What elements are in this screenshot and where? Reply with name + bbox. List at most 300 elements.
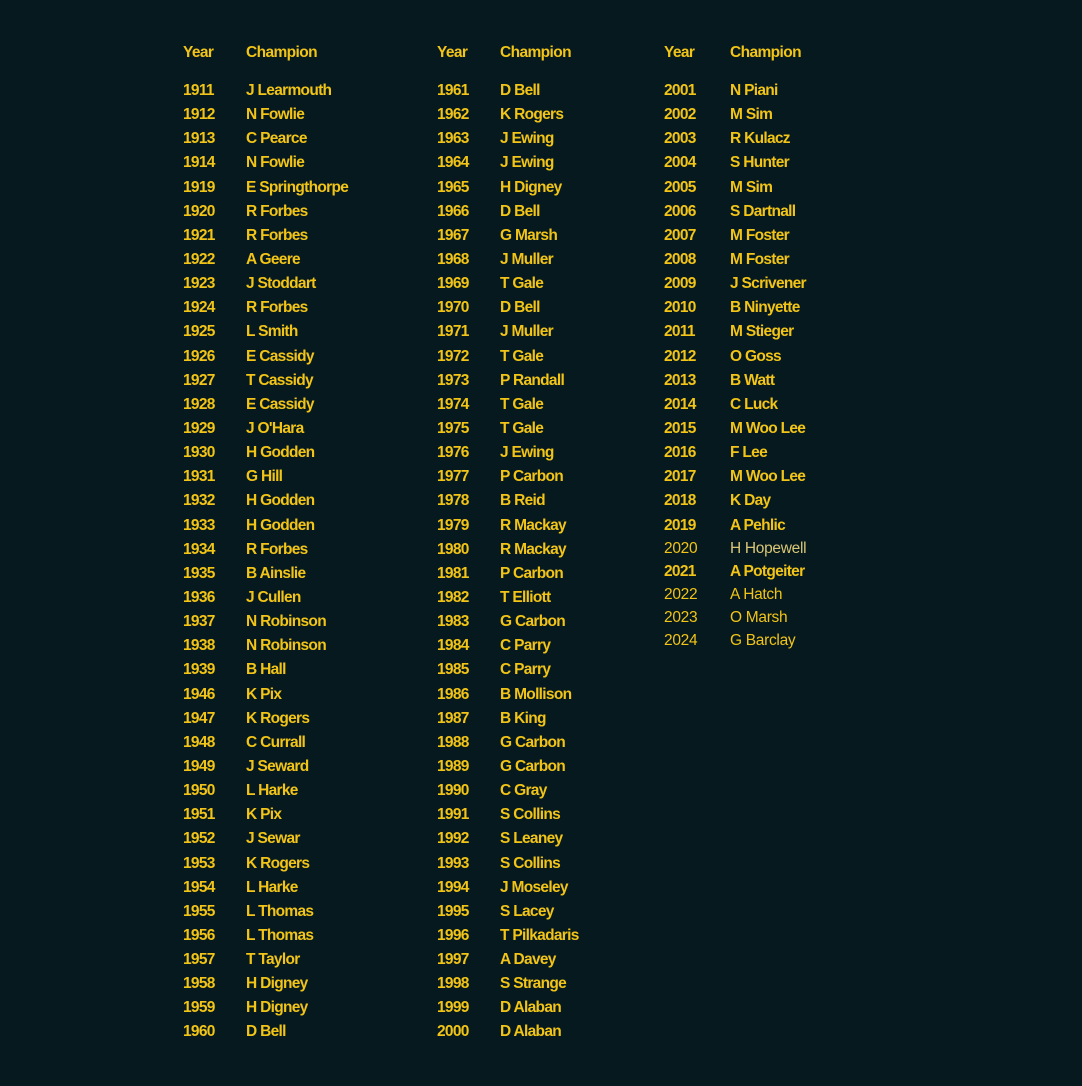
champion-cell: K Rogers — [246, 709, 310, 727]
champion-cell: D Bell — [500, 202, 540, 220]
champion-cell: R Forbes — [246, 540, 308, 558]
year-cell: 1934 — [183, 540, 215, 558]
year-cell: 2006 — [664, 202, 696, 220]
table-row — [437, 658, 579, 682]
year-cell: 1979 — [437, 516, 469, 534]
year-cell: 2007 — [664, 226, 696, 244]
year-cell: 2022 — [664, 586, 698, 604]
table-row — [437, 538, 579, 562]
year-cell: 1998 — [437, 975, 469, 993]
year-cell: 1986 — [437, 685, 469, 703]
year-cell: 1937 — [183, 613, 215, 631]
table-row — [664, 320, 806, 344]
year-cell: 1957 — [183, 951, 215, 969]
champion-cell: J Muller — [500, 250, 553, 268]
year-cell: 1920 — [183, 202, 215, 220]
table-row — [664, 465, 806, 489]
year-cell: 2008 — [664, 250, 696, 268]
champion-cell: M Sim — [730, 106, 773, 124]
table-row — [183, 803, 348, 827]
year-cell: 1952 — [183, 830, 215, 848]
table-row — [183, 658, 348, 682]
champion-cell: S Collins — [500, 854, 561, 872]
year-cell: 1956 — [183, 926, 215, 944]
champion-cell: M Foster — [730, 250, 789, 268]
champion-cell: H Digney — [246, 975, 308, 993]
champion-cell: R Forbes — [246, 202, 308, 220]
table-row — [437, 900, 579, 924]
champions-list — [183, 79, 348, 1045]
champion-cell: L Smith — [246, 323, 298, 341]
year-cell: 1975 — [437, 419, 469, 437]
table-row — [183, 1020, 348, 1044]
champions-column-2 — [437, 40, 579, 1045]
year-cell: 1949 — [183, 757, 215, 775]
year-cell: 2019 — [664, 516, 696, 534]
year-cell: 2024 — [664, 631, 698, 649]
year-cell: 1967 — [437, 226, 469, 244]
year-cell: 2018 — [664, 492, 696, 510]
table-row — [183, 514, 348, 538]
table-row — [437, 127, 579, 151]
table-row — [664, 417, 806, 441]
table-row — [437, 683, 579, 707]
year-cell: 1921 — [183, 226, 215, 244]
year-cell: 1964 — [437, 154, 469, 172]
table-row — [183, 852, 348, 876]
champion-cell: G Carbon — [500, 757, 566, 775]
champion-cell: M Woo Lee — [730, 419, 806, 437]
year-header: Year — [437, 44, 468, 61]
champion-cell: K Day — [730, 492, 771, 510]
year-cell: 1922 — [183, 250, 215, 268]
table-row — [664, 369, 806, 393]
champion-cell: L Thomas — [246, 902, 314, 920]
table-row — [437, 514, 579, 538]
table-row — [437, 465, 579, 489]
champion-cell: M Stieger — [730, 323, 794, 341]
table-row — [437, 876, 579, 900]
year-cell: 1976 — [437, 444, 469, 462]
champions-column-1 — [183, 40, 348, 1045]
year-cell: 2011 — [664, 323, 695, 341]
champion-cell: M Woo Lee — [730, 468, 806, 486]
year-cell: 1983 — [437, 613, 469, 631]
champion-cell: G Carbon — [500, 733, 566, 751]
year-cell: 1968 — [437, 250, 469, 268]
table-row — [437, 151, 579, 175]
year-cell: 1959 — [183, 999, 215, 1017]
table-row — [664, 248, 806, 272]
year-cell: 1950 — [183, 782, 215, 800]
champion-cell: R Forbes — [246, 226, 308, 244]
year-cell: 1991 — [437, 806, 469, 824]
table-row — [437, 586, 579, 610]
year-cell: 1999 — [437, 999, 469, 1017]
table-row — [437, 755, 579, 779]
year-cell: 1933 — [183, 516, 215, 534]
year-cell: 1936 — [183, 588, 215, 606]
champion-cell: C Parry — [500, 637, 551, 655]
table-row — [437, 779, 579, 803]
champion-cell: K Pix — [246, 806, 282, 824]
table-row — [183, 586, 348, 610]
champion-cell: O Goss — [730, 347, 781, 365]
year-cell: 1988 — [437, 733, 469, 751]
year-cell: 1912 — [183, 106, 215, 124]
champion-cell: S Dartnall — [730, 202, 796, 220]
champion-cell: D Bell — [246, 1023, 286, 1041]
table-row — [437, 200, 579, 224]
table-row — [437, 924, 579, 948]
year-cell: 1972 — [437, 347, 469, 365]
year-cell: 1963 — [437, 130, 469, 148]
year-cell: 2012 — [664, 347, 696, 365]
table-row — [437, 803, 579, 827]
year-cell: 2017 — [664, 468, 696, 486]
table-row — [183, 900, 348, 924]
year-cell: 1930 — [183, 444, 215, 462]
champion-cell: J Scrivener — [730, 275, 806, 293]
champion-cell: J Learmouth — [246, 82, 332, 99]
champion-cell: R Kulacz — [730, 130, 790, 148]
year-cell: 1951 — [183, 806, 215, 824]
table-row — [437, 972, 579, 996]
champion-cell: R Forbes — [246, 299, 308, 317]
champion-cell: H Hopewell — [730, 539, 807, 557]
champion-cell: J Ewing — [500, 444, 554, 462]
table-row — [437, 948, 579, 972]
table-row — [183, 562, 348, 586]
table-row — [664, 151, 806, 175]
champion-cell: F Lee — [730, 444, 767, 462]
table-row — [437, 176, 579, 200]
champion-cell: N Robinson — [246, 637, 326, 655]
champion-cell: L Harke — [246, 878, 298, 896]
table-row — [183, 924, 348, 948]
table-row — [437, 345, 579, 369]
champion-cell: N Piani — [730, 82, 778, 99]
table-row — [183, 489, 348, 513]
year-header: Year — [183, 44, 214, 61]
year-cell: 1987 — [437, 709, 469, 727]
champion-cell: D Alaban — [500, 1023, 562, 1041]
champions-list — [437, 79, 579, 1045]
table-row — [437, 634, 579, 658]
champion-cell: H Godden — [246, 516, 315, 534]
table-row — [437, 393, 579, 417]
table-row — [664, 127, 806, 151]
year-cell: 2010 — [664, 299, 696, 317]
champion-cell: N Robinson — [246, 613, 326, 631]
champion-cell: A Geere — [246, 250, 300, 268]
champion-cell: D Bell — [500, 299, 540, 317]
year-cell: 2014 — [664, 395, 696, 413]
year-cell: 1914 — [183, 154, 215, 172]
champion-cell: P Randall — [500, 371, 565, 389]
table-row — [183, 224, 348, 248]
year-cell: 1965 — [437, 178, 469, 196]
table-row — [183, 972, 348, 996]
champion-cell: B Mollison — [500, 685, 572, 703]
champion-cell: B Ninyette — [730, 299, 800, 317]
table-row — [664, 176, 806, 200]
champion-cell: O Marsh — [730, 609, 788, 626]
table-row — [183, 369, 348, 393]
table-row — [437, 489, 579, 513]
champion-cell: K Pix — [246, 685, 282, 703]
champion-cell: R Mackay — [500, 540, 566, 558]
champion-cell: T Gale — [500, 275, 544, 293]
champion-cell: B King — [500, 709, 546, 727]
champion-cell: G Barclay — [730, 631, 796, 649]
champion-cell: S Collins — [500, 806, 561, 824]
table-row — [183, 465, 348, 489]
champion-cell: M Sim — [730, 178, 773, 196]
year-cell: 1989 — [437, 757, 469, 775]
year-cell: 1948 — [183, 733, 215, 751]
champion-cell: J Moseley — [500, 878, 568, 896]
table-row — [183, 248, 348, 272]
champion-cell: B Reid — [500, 492, 545, 510]
year-cell: 1961 — [437, 82, 469, 99]
year-cell: 1938 — [183, 637, 215, 655]
year-cell: 1929 — [183, 419, 215, 437]
champion-cell: T Gale — [500, 347, 544, 365]
table-row — [664, 538, 806, 561]
table-row — [437, 248, 579, 272]
year-cell: 1955 — [183, 902, 215, 920]
year-cell: 1911 — [183, 82, 214, 99]
year-cell: 1995 — [437, 902, 469, 920]
table-row — [664, 200, 806, 224]
champion-cell: D Alaban — [500, 999, 562, 1017]
table-row — [437, 827, 579, 851]
champion-cell: S Strange — [500, 975, 567, 993]
table-row — [664, 296, 806, 320]
year-cell: 1971 — [437, 323, 469, 341]
table-row — [664, 272, 806, 296]
table-row — [183, 417, 348, 441]
table-row — [664, 79, 806, 103]
table-row — [183, 779, 348, 803]
year-cell: 2016 — [664, 444, 696, 462]
champion-header: Champion — [730, 44, 801, 61]
champion-cell: A Potgeiter — [730, 563, 805, 581]
table-row — [437, 224, 579, 248]
champions-list — [664, 79, 806, 652]
champion-cell: G Hill — [246, 468, 283, 486]
year-cell: 2015 — [664, 419, 696, 437]
table-row — [437, 1020, 579, 1044]
table-row — [183, 876, 348, 900]
year-header: Year — [664, 44, 695, 61]
champion-cell: H Digney — [246, 999, 308, 1017]
champion-cell: A Hatch — [730, 586, 783, 604]
table-row — [183, 610, 348, 634]
champion-cell: B Watt — [730, 371, 775, 389]
year-cell: 1992 — [437, 830, 469, 848]
table-row — [183, 948, 348, 972]
champion-cell: J Ewing — [500, 154, 554, 172]
champion-cell: P Carbon — [500, 564, 564, 582]
champion-cell: C Parry — [500, 661, 551, 679]
table-row — [664, 345, 806, 369]
year-cell: 1973 — [437, 371, 469, 389]
table-row — [437, 369, 579, 393]
year-cell: 2000 — [437, 1023, 469, 1041]
table-row — [437, 103, 579, 127]
champion-cell: E Cassidy — [246, 395, 314, 413]
year-cell: 1939 — [183, 661, 215, 679]
table-row — [437, 562, 579, 586]
champion-cell: J Muller — [500, 323, 553, 341]
table-row — [437, 296, 579, 320]
champion-cell: T Gale — [500, 419, 544, 437]
year-cell: 2004 — [664, 154, 696, 172]
year-cell: 1954 — [183, 878, 215, 896]
champion-cell: T Pilkadaris — [500, 926, 579, 944]
table-row — [664, 560, 806, 584]
champion-cell: L Thomas — [246, 926, 314, 944]
year-cell: 2013 — [664, 371, 696, 389]
champion-cell: S Leaney — [500, 830, 563, 848]
champion-cell: G Carbon — [500, 613, 566, 631]
table-row — [183, 393, 348, 417]
table-row — [183, 707, 348, 731]
table-row — [437, 417, 579, 441]
champion-cell: T Gale — [500, 395, 544, 413]
table-row — [183, 151, 348, 175]
table-row — [664, 393, 806, 417]
table-row — [183, 683, 348, 707]
champion-cell: J Stoddart — [246, 275, 316, 293]
table-row — [437, 610, 579, 634]
table-row — [183, 345, 348, 369]
table-row — [664, 514, 806, 538]
champion-cell: M Foster — [730, 226, 789, 244]
year-cell: 2009 — [664, 275, 696, 293]
table-row — [183, 441, 348, 465]
year-cell: 1981 — [437, 564, 469, 582]
table-row — [183, 634, 348, 658]
year-cell: 1928 — [183, 395, 215, 413]
champion-cell: D Bell — [500, 82, 540, 99]
table-row — [437, 996, 579, 1020]
year-cell: 1997 — [437, 951, 469, 969]
year-cell: 1996 — [437, 926, 469, 944]
champion-cell: A Pehlic — [730, 516, 785, 534]
year-cell: 1946 — [183, 685, 215, 703]
table-row — [664, 489, 806, 513]
year-cell: 1962 — [437, 106, 469, 124]
year-cell: 2020 — [664, 539, 698, 557]
champion-cell: E Cassidy — [246, 347, 314, 365]
year-cell: 1974 — [437, 395, 469, 413]
column-header — [664, 40, 806, 66]
table-row — [437, 441, 579, 465]
year-cell: 1970 — [437, 299, 469, 317]
year-cell: 1935 — [183, 564, 215, 582]
year-cell: 2005 — [664, 178, 696, 196]
table-row — [183, 103, 348, 127]
year-cell: 1958 — [183, 975, 215, 993]
year-cell: 1913 — [183, 130, 215, 148]
table-row — [183, 538, 348, 562]
year-cell: 1994 — [437, 878, 469, 896]
year-cell: 2003 — [664, 130, 696, 148]
champion-cell: J Ewing — [500, 130, 554, 148]
table-row — [664, 103, 806, 127]
champion-cell: J Sewar — [246, 830, 300, 848]
year-cell: 2021 — [664, 563, 696, 581]
champion-cell: G Marsh — [500, 226, 558, 244]
champion-cell: A Davey — [500, 951, 556, 969]
table-row — [437, 707, 579, 731]
table-row — [664, 441, 806, 465]
column-header — [437, 40, 579, 66]
champion-cell: H Godden — [246, 444, 315, 462]
champion-cell: C Gray — [500, 782, 547, 800]
year-cell: 2002 — [664, 106, 696, 124]
year-cell: 1923 — [183, 275, 215, 293]
table-row — [437, 79, 579, 103]
champion-cell: T Elliott — [500, 588, 551, 606]
year-cell: 2023 — [664, 609, 698, 626]
champion-cell: P Carbon — [500, 468, 564, 486]
champion-cell: T Taylor — [246, 951, 300, 969]
year-cell: 1982 — [437, 588, 469, 606]
champion-cell: H Godden — [246, 492, 315, 510]
champion-header: Champion — [500, 44, 571, 61]
champion-cell: H Digney — [500, 178, 562, 196]
table-row — [664, 607, 806, 630]
table-row — [183, 731, 348, 755]
champions-column-3 — [664, 40, 806, 652]
table-row — [183, 320, 348, 344]
champion-cell: N Fowlie — [246, 106, 305, 124]
table-row — [183, 996, 348, 1020]
table-row — [183, 200, 348, 224]
table-row — [664, 224, 806, 248]
champion-cell: T Cassidy — [246, 371, 313, 389]
table-row — [664, 630, 806, 653]
year-cell: 1984 — [437, 637, 469, 655]
year-cell: 1919 — [183, 178, 215, 196]
table-row — [183, 176, 348, 200]
table-row — [664, 584, 806, 607]
champion-cell: B Ainslie — [246, 564, 306, 582]
champion-cell: S Hunter — [730, 154, 789, 172]
champion-cell: B Hall — [246, 661, 286, 679]
table-row — [183, 755, 348, 779]
year-cell: 1947 — [183, 709, 215, 727]
year-cell: 1953 — [183, 854, 215, 872]
table-row — [437, 320, 579, 344]
champion-cell: L Harke — [246, 782, 298, 800]
champion-cell: K Rogers — [246, 854, 310, 872]
table-row — [183, 827, 348, 851]
table-row — [183, 296, 348, 320]
year-cell: 1978 — [437, 492, 469, 510]
champion-cell: E Springthorpe — [246, 178, 349, 196]
champion-cell: C Luck — [730, 395, 778, 413]
year-cell: 1926 — [183, 347, 215, 365]
champion-cell: S Lacey — [500, 902, 554, 920]
year-cell: 1980 — [437, 540, 469, 558]
table-row — [183, 127, 348, 151]
year-cell: 1966 — [437, 202, 469, 220]
